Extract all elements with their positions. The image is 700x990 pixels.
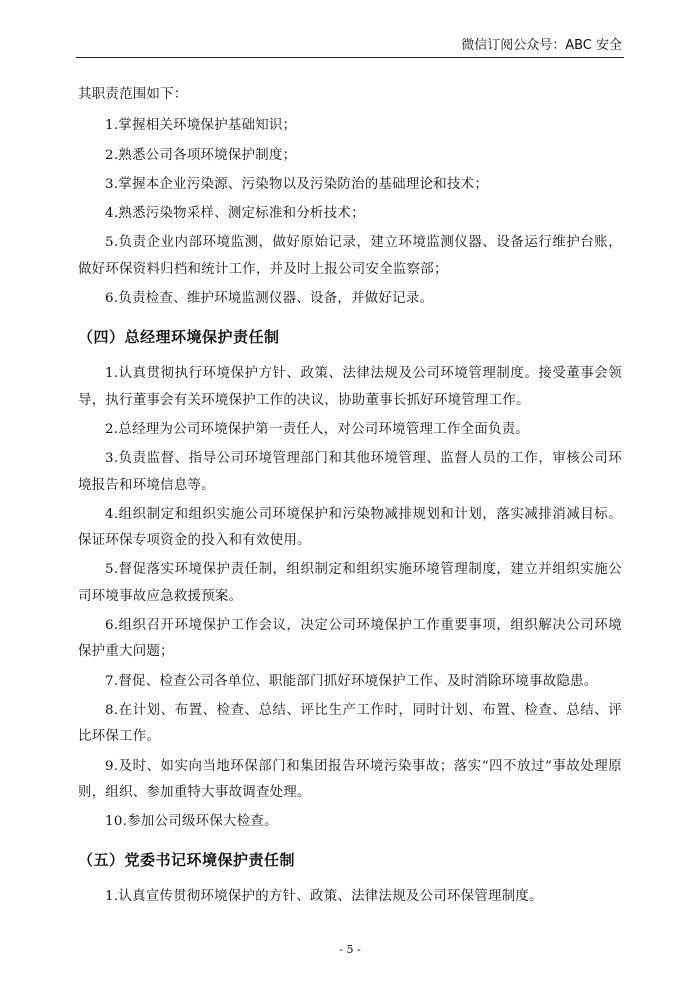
- intro-text: 其职责范围如下：: [78, 87, 188, 102]
- gm-duty-item: 8.在计划、布置、检查、总结、评比生产工作时，同时计划、布置、检查、总结、评比环保工作。: [78, 702, 622, 745]
- section-heading-4: （四）总经理环境保护责任制: [78, 328, 280, 347]
- secretary-duty-item: 1.认真宣传贯彻环境保护的方针、政策、法律法规及公司环保管理制度。: [105, 889, 543, 905]
- section-heading-5: （五）党委书记环境保护责任制: [78, 851, 296, 870]
- duty-item: 6.负责检查、维护环境监测仪器、设备，并做好记录。: [105, 291, 434, 307]
- gm-duty-item: 2.总经理为公司环境保护第一责任人，对公司环境管理工作全面负责。: [105, 421, 530, 437]
- duty-item: 2.熟悉公司各项环境保护制度；: [105, 147, 297, 163]
- duty-item: 4.熟悉污染物采样、测定标准和分析技术；: [105, 206, 365, 222]
- gm-duty-item: 5.督促落实环境保护责任制，组织制定和组织实施环境管理制度，建立并组织实施公司环境事故应急救援预案。: [78, 562, 622, 604]
- header-title: 微信订阅公众号：ABC 安全: [461, 38, 622, 53]
- gm-duty-item: 10.参加公司级环保大检查。: [105, 814, 278, 830]
- gm-duty-item: 1.认真贯彻执行环境保护方针、政策、法律法规及公司环境管理制度。接受董事会领导，执行董事会有关环境保护工作的决议，协助董事长抓好环境管理工作。: [78, 366, 622, 408]
- gm-duty-item: 3.负责监督、指导公司环境管理部门和其他环境管理、监督人员的工作，审核公司环境报告和环境信息等。: [78, 451, 622, 493]
- page-number: - 5 -: [339, 943, 361, 956]
- duty-item: 3.掌握本企业污染源、污染物以及污染防治的基础理论和技术；: [105, 176, 489, 192]
- header-divider: [76, 57, 624, 58]
- gm-duty-item: 4.组织制定和组织实施公司环境保护和污染物减排规划和计划，落实减排消减目标。保证环保专项资金的投入和有效使用。: [78, 506, 622, 549]
- duty-item: 1.掌握相关环境保护基础知识；: [105, 118, 297, 134]
- gm-duty-item: 9.及时、如实向当地环保部门和集团报告环境污染事故；落实“四不放过”事故处理原则，组织、参加重特大事故调查处理。: [78, 758, 622, 800]
- gm-duty-item: 7.督促、检查公司各单位、职能部门抓好环境保护工作、及时消除环境事故隐患。: [105, 673, 598, 689]
- gm-duty-item: 6.组织召开环境保护工作会议，决定公司环境保护工作重要事项，组织解决公司环境保护重大问题；: [78, 618, 622, 660]
- duty-item: 5.负责企业内部环境监测，做好原始记录，建立环境监测仪器、设备运行维护台账，做好环保资料归档和统计工作，并及时上报公司安全监察部；: [78, 235, 622, 277]
- document-body: [78, 82, 622, 914]
